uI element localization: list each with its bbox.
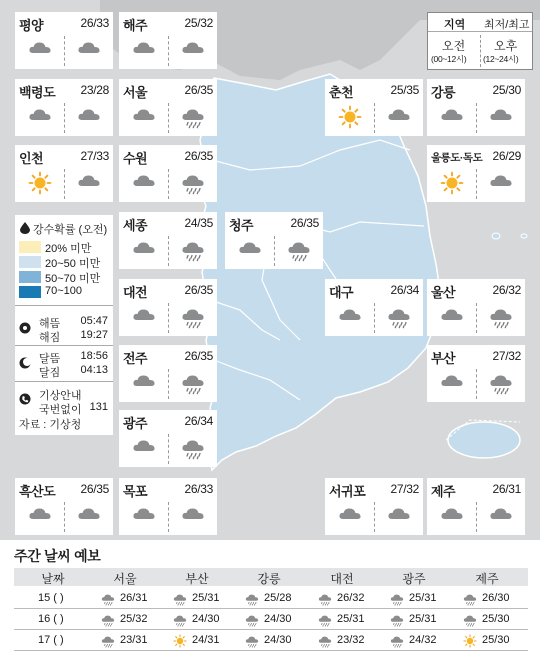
city-temp: 26/35 [184,349,213,363]
rain-cloud-icon [389,613,405,627]
city-card-seogwipo [325,478,423,535]
city-temp: 26/35 [290,216,319,230]
cloud-icon [131,238,157,262]
legend-minmax: 최저/최고 [484,19,530,31]
card-divider [476,502,477,532]
legend-pm: 오후 [494,39,518,53]
city-temp: 26/34 [390,283,419,297]
city-name: 강릉 [431,85,456,100]
city-card-sejong [119,212,217,269]
card-divider [476,369,477,399]
rain-cloud-icon [100,592,116,606]
data-source: 자료 : 기상청 [19,419,82,431]
rain-cloud-icon [488,305,514,329]
city-temp: 26/32 [492,283,521,297]
info-panel [15,215,113,435]
sun-icon [337,105,363,129]
moonset-time: 04:13 [80,364,108,376]
city-card-jeonju [119,345,217,402]
rain-cloud-icon [180,436,206,460]
cloud-icon [488,504,514,528]
hotline-number: 131 [89,401,108,413]
rain-cloud-icon [172,613,188,627]
legend-am-range: (00~12시) [431,54,467,64]
rain-cloud-icon [180,105,206,129]
weekly-temp: 26/31 [120,592,148,604]
weekly-date: 15 ( ) [38,592,64,604]
city-name: 대전 [123,285,148,300]
city-card-pyongyang [15,12,113,69]
rain-cloud-icon [389,592,405,606]
rain-cloud-icon [180,371,206,395]
legend-pm-range: (12~24시) [483,54,519,64]
ulleung-island [492,233,500,239]
cloud-icon [488,171,514,195]
card-divider [476,303,477,333]
city-name: 흑산도 [19,484,56,499]
rain-cloud-icon [317,592,333,606]
cloud-icon [386,105,412,129]
cloud-icon [131,305,157,329]
rain-cloud-icon [488,371,514,395]
city-card-busan [427,345,525,402]
city-temp: 27/33 [80,149,109,163]
weekly-temp: 23/32 [337,634,365,646]
city-name: 해주 [123,18,148,33]
city-card-daegu [325,279,423,336]
cloud-icon [131,371,157,395]
panel-divider [15,305,113,306]
city-temp: 27/32 [492,349,521,363]
sunrise-label: 해뜸 [39,318,61,330]
weekly-date: 16 ( ) [38,613,64,625]
weekly-date: 17 ( ) [38,634,64,646]
city-name: 서울 [123,85,148,100]
precip-swatch [19,241,41,253]
weekly-temp: 25/31 [409,592,437,604]
cloud-icon [27,38,53,62]
cloud-icon [76,504,102,528]
jeju-island [448,422,520,458]
cloud-icon [131,436,157,460]
city-name: 울산 [431,285,456,300]
city-temp: 23/28 [80,83,109,97]
precip-label: 20% 미만 [45,243,92,255]
weekly-forecast [0,540,540,651]
city-name: 세종 [123,218,148,233]
city-temp: 26/33 [80,16,109,30]
precip-swatch [19,286,41,298]
city-name: 제주 [431,484,456,499]
rain-cloud-icon [100,634,116,648]
rain-cloud-icon [172,592,188,606]
precip-title: 강수확률 (오전) [33,224,108,236]
city-name: 전주 [123,351,148,366]
weekly-city-header: 제주 [475,572,499,586]
sunset-label: 해짐 [39,332,61,344]
city-temp: 25/30 [492,83,521,97]
city-temp: 26/35 [80,482,109,496]
weekly-row [14,588,528,609]
city-name: 인천 [19,151,44,166]
city-card-mokpo [119,478,217,535]
weekly-row [14,630,528,651]
city-card-baengnyeongdo [15,79,113,136]
rain-cloud-icon [244,613,260,627]
weekly-temp: 25/28 [264,592,292,604]
hotline-line1: 기상안내 [39,390,82,402]
city-temp: 26/33 [184,482,213,496]
sun-icon [462,634,478,648]
legend-region: 지역 [444,19,466,31]
cloud-icon [180,504,206,528]
cloud-icon [180,38,206,62]
city-name: 백령도 [19,85,56,100]
city-name: 춘천 [329,85,354,100]
rain-cloud-icon [244,634,260,648]
city-temp: 27/32 [390,482,419,496]
weekly-city-header: 대전 [330,572,354,586]
cloud-icon [337,504,363,528]
legend-vertical-separator [480,35,481,67]
precip-label: 70~100 [45,285,83,297]
city-name: 울릉도·독도 [431,152,483,164]
city-card-seoul [119,79,217,136]
panel-divider [15,345,113,346]
card-divider [168,303,169,333]
city-temp: 26/34 [184,414,213,428]
city-card-suwon [119,145,217,202]
weekly-date-header: 날짜 [41,572,65,586]
cloud-icon [439,305,465,329]
card-divider [168,103,169,133]
dokdo-island [521,234,527,238]
weekly-city-header: 부산 [185,572,209,586]
card-divider [64,169,65,199]
card-divider [168,369,169,399]
card-divider [168,502,169,532]
weekly-temp: 25/32 [120,613,148,625]
cloud-icon [131,504,157,528]
sun-icon [19,322,31,334]
sunset-time: 19:27 [80,329,108,341]
rain-cloud-icon [317,634,333,648]
precip-swatch [19,271,41,283]
rain-cloud-icon [100,613,116,627]
cloud-icon [337,305,363,329]
weekly-temp: 26/32 [337,592,365,604]
cloud-icon [131,171,157,195]
card-divider [476,103,477,133]
cloud-icon [439,504,465,528]
rain-cloud-icon [180,238,206,262]
city-name: 평양 [19,18,44,33]
card-divider [64,103,65,133]
weekly-temp: 25/31 [192,592,220,604]
city-name: 청주 [229,218,254,233]
precip-label: 50~70 미만 [45,273,101,285]
city-card-gangneung [427,79,525,136]
weekly-temp: 25/31 [337,613,365,625]
moonset-label: 달짐 [39,367,61,379]
rain-cloud-icon [317,613,333,627]
weekly-temp: 24/30 [264,613,292,625]
city-temp: 25/32 [184,16,213,30]
hotline-line2: 국번없이 [39,404,82,416]
cloud-icon [439,105,465,129]
city-card-daejeon [119,279,217,336]
sun-icon [439,171,465,195]
cloud-icon [131,105,157,129]
city-name: 광주 [123,416,148,431]
city-temp: 26/31 [492,482,521,496]
weekly-temp: 23/31 [120,634,148,646]
city-temp: 26/29 [492,149,521,163]
rain-cloud-icon [462,592,478,606]
cloud-icon [27,504,53,528]
cloud-icon [76,171,102,195]
card-divider [274,236,275,266]
city-card-ulleungdo [427,145,525,202]
city-card-incheon [15,145,113,202]
rain-cloud-icon [180,305,206,329]
city-name: 부산 [431,351,456,366]
city-temp: 26/35 [184,149,213,163]
city-name: 서귀포 [329,484,366,499]
sunrise-time: 05:47 [80,315,108,327]
precip-swatch [19,256,41,268]
rain-cloud-icon [462,613,478,627]
rain-cloud-icon [386,305,412,329]
card-divider [476,169,477,199]
rain-cloud-icon [286,238,312,262]
city-card-jeju [427,478,525,535]
weekly-temp: 26/30 [482,592,510,604]
weekly-header [14,568,528,586]
rain-cloud-icon [244,592,260,606]
cloud-icon [237,238,263,262]
weekly-title: 주간 날씨 예보 [14,548,101,564]
city-temp: 25/35 [390,83,419,97]
city-name: 대구 [329,285,354,300]
card-divider [168,236,169,266]
card-divider [374,303,375,333]
card-divider [168,434,169,464]
weekly-city-header: 광주 [402,572,426,586]
city-name: 목포 [123,484,148,499]
city-card-ulsan [427,279,525,336]
cloud-icon [488,105,514,129]
legend-separator [428,31,532,32]
weekly-temp: 25/30 [482,613,510,625]
cloud-icon [131,38,157,62]
precip-label: 20~50 미만 [45,258,101,270]
panel-divider [15,381,113,382]
weekly-city-header: 강릉 [257,572,281,586]
rain-cloud-icon [180,171,206,195]
cloud-icon [439,371,465,395]
card-divider [64,502,65,532]
weekly-temp: 24/31 [192,634,220,646]
moon-icon [19,357,31,369]
weekly-temp: 25/31 [409,613,437,625]
card-divider [168,36,169,66]
weekly-temp: 24/30 [264,634,292,646]
moonrise-label: 달뜸 [39,353,61,365]
rain-cloud-icon [389,634,405,648]
cloud-icon [386,504,412,528]
sun-icon [172,634,188,648]
weekly-city-header: 서울 [113,572,137,586]
weekly-temp: 24/32 [409,634,437,646]
weekly-row [14,609,528,630]
city-name: 수원 [123,151,148,166]
cloud-icon [76,38,102,62]
legend-box [427,12,533,70]
city-temp: 26/35 [184,283,213,297]
weekly-temp: 24/30 [192,613,220,625]
card-divider [374,502,375,532]
city-temp: 26/35 [184,83,213,97]
city-card-gwangju [119,410,217,467]
sun-icon [27,171,53,195]
city-temp: 24/35 [184,216,213,230]
cloud-icon [27,105,53,129]
city-card-haeju [119,12,217,69]
phone-icon [19,393,31,405]
moonrise-time: 18:56 [80,350,108,362]
card-divider [168,169,169,199]
city-card-heuksando [15,478,113,535]
cloud-icon [76,105,102,129]
city-card-chuncheon [325,79,423,136]
weekly-temp: 25/30 [482,634,510,646]
card-divider [374,103,375,133]
card-divider [64,36,65,66]
city-card-cheongju [225,212,323,269]
legend-am: 오전 [442,39,466,53]
